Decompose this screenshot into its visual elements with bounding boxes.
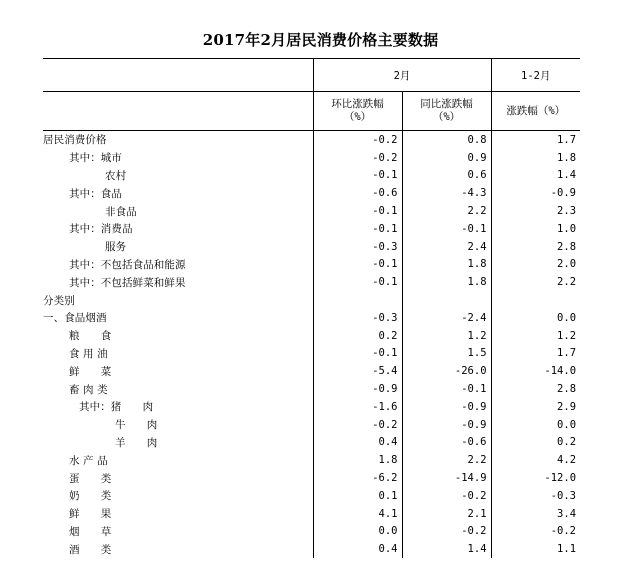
cell-yoy: 1.8 <box>402 256 491 274</box>
cell-mom: -0.2 <box>313 131 402 149</box>
row-label: 一、食品烟酒 <box>43 312 107 325</box>
cell-mom: -0.9 <box>313 380 402 398</box>
table-row <box>43 167 580 185</box>
row-label: 奶 类 <box>69 490 112 503</box>
row-label: 食 用 油 <box>69 347 108 360</box>
cell-ytd: 1.7 <box>491 345 580 363</box>
table-row <box>43 380 580 398</box>
table-row <box>43 469 580 487</box>
header-ytd: 涨跌幅（%） <box>491 92 580 131</box>
table-row <box>43 309 580 327</box>
table-row <box>43 149 580 167</box>
header-blank-2 <box>43 92 313 131</box>
cell-yoy: 2.4 <box>402 238 491 256</box>
header-mom-label: 环比涨跌幅 <box>331 98 384 110</box>
row-label: 鲜 果 <box>69 508 112 521</box>
cell-mom: 0.1 <box>313 487 402 505</box>
cell-ytd: 1.1 <box>491 540 580 558</box>
cell-mom: -0.1 <box>313 345 402 363</box>
cell-mom: 4.1 <box>313 505 402 523</box>
cell-mom: -0.1 <box>313 273 402 291</box>
table-row <box>43 220 580 238</box>
row-label: 居民消费价格 <box>43 134 107 147</box>
cell-mom: 0.0 <box>313 523 402 541</box>
cell-yoy: 0.6 <box>402 167 491 185</box>
cell-mom: -1.6 <box>313 398 402 416</box>
cell-yoy: 2.1 <box>402 505 491 523</box>
cell-yoy: 1.2 <box>402 327 491 345</box>
cell-ytd: 1.4 <box>491 167 580 185</box>
cell-mom: -0.3 <box>313 309 402 327</box>
cell-ytd: -0.3 <box>491 487 580 505</box>
cell-yoy: -2.4 <box>402 309 491 327</box>
row-label: 粮 食 <box>69 330 112 343</box>
cell-ytd: 2.8 <box>491 380 580 398</box>
cell-ytd: 1.2 <box>491 327 580 345</box>
header-mom <box>313 92 402 131</box>
header-blank <box>43 59 313 92</box>
cell-yoy: 0.9 <box>402 149 491 167</box>
cell-yoy: 0.8 <box>402 131 491 149</box>
header-ytd-group: 1-2月 <box>491 59 580 92</box>
row-label: 畜 肉 类 <box>69 383 108 396</box>
header-mom-unit: （%） <box>343 111 372 123</box>
table-row <box>43 131 580 149</box>
cell-yoy: -0.2 <box>402 487 491 505</box>
cell-yoy: -4.3 <box>402 184 491 202</box>
cell-ytd: 2.0 <box>491 256 580 274</box>
row-label: 其中：不包括食品和能源 <box>69 258 186 271</box>
row-label: 羊 肉 <box>115 436 158 449</box>
cell-ytd: 0.0 <box>491 416 580 434</box>
header-yoy-unit: （%） <box>432 111 461 123</box>
cell-yoy <box>402 291 491 309</box>
cell-yoy: -0.9 <box>402 398 491 416</box>
table-row <box>43 202 580 220</box>
cell-ytd: 0.2 <box>491 434 580 452</box>
cell-yoy: -0.2 <box>402 523 491 541</box>
cell-ytd: 1.7 <box>491 131 580 149</box>
cell-mom: -0.1 <box>313 167 402 185</box>
table-row <box>43 238 580 256</box>
cell-yoy: -0.1 <box>402 220 491 238</box>
table-row <box>43 362 580 380</box>
cell-mom: -0.2 <box>313 416 402 434</box>
cell-mom: -5.4 <box>313 362 402 380</box>
cell-mom: 0.2 <box>313 327 402 345</box>
row-label: 烟 草 <box>69 525 112 538</box>
cell-yoy: 1.8 <box>402 273 491 291</box>
cell-ytd: 1.0 <box>491 220 580 238</box>
cell-ytd: -14.0 <box>491 362 580 380</box>
cell-ytd: 4.2 <box>491 451 580 469</box>
cell-ytd: 1.8 <box>491 149 580 167</box>
cell-ytd: 3.4 <box>491 505 580 523</box>
table-row <box>43 184 580 202</box>
row-label: 蛋 类 <box>69 472 112 485</box>
cell-yoy: -0.6 <box>402 434 491 452</box>
cell-yoy: -0.9 <box>402 416 491 434</box>
header-yoy <box>402 92 491 131</box>
table-row <box>43 434 580 452</box>
cell-mom: -0.1 <box>313 220 402 238</box>
row-label: 其中：消费品 <box>69 223 133 236</box>
row-label: 其中：猪 肉 <box>79 401 154 414</box>
cell-ytd: -0.9 <box>491 184 580 202</box>
table-row <box>43 291 580 309</box>
table-row <box>43 451 580 469</box>
header-row-group <box>43 59 580 92</box>
cell-mom: 0.4 <box>313 434 402 452</box>
cell-mom: -0.1 <box>313 256 402 274</box>
cell-yoy: -0.1 <box>402 380 491 398</box>
table-row <box>43 416 580 434</box>
row-label: 非食品 <box>105 205 137 218</box>
row-label: 其中：食品 <box>69 187 122 200</box>
table-row <box>43 540 580 558</box>
row-label: 其中：城市 <box>69 152 122 165</box>
cell-yoy: 1.4 <box>402 540 491 558</box>
table-row <box>43 523 580 541</box>
table-row <box>43 256 580 274</box>
row-label: 酒 类 <box>69 543 112 556</box>
cell-ytd: -0.2 <box>491 523 580 541</box>
cell-mom: -6.2 <box>313 469 402 487</box>
cell-ytd: 2.2 <box>491 273 580 291</box>
row-label: 分类别 <box>43 294 75 307</box>
table-body <box>43 131 580 559</box>
row-label: 鲜 菜 <box>69 365 112 378</box>
cell-ytd: 2.3 <box>491 202 580 220</box>
row-label: 其中：不包括鲜菜和鲜果 <box>69 276 186 289</box>
row-label: 服务 <box>105 241 127 254</box>
page-title: 2017年2月居民消费价格主要数据 <box>202 31 439 49</box>
table-row <box>43 505 580 523</box>
cell-mom: 0.4 <box>313 540 402 558</box>
cell-yoy: 1.5 <box>402 345 491 363</box>
cell-yoy: 2.2 <box>402 451 491 469</box>
cell-mom: -0.1 <box>313 202 402 220</box>
cell-mom: -0.3 <box>313 238 402 256</box>
cell-ytd: 2.8 <box>491 238 580 256</box>
cell-ytd: -12.0 <box>491 469 580 487</box>
cell-ytd: 2.9 <box>491 398 580 416</box>
header-row-columns <box>43 92 580 131</box>
table-row <box>43 345 580 363</box>
row-label: 牛 肉 <box>115 419 158 432</box>
header-month-group: 2月 <box>313 59 491 92</box>
table-row <box>43 487 580 505</box>
table-row <box>43 398 580 416</box>
cell-yoy: 2.2 <box>402 202 491 220</box>
cell-mom: -0.2 <box>313 149 402 167</box>
table-row <box>43 327 580 345</box>
row-label: 水 产 品 <box>69 454 108 467</box>
cell-yoy: -26.0 <box>402 362 491 380</box>
cell-ytd: 0.0 <box>491 309 580 327</box>
table-row <box>43 273 580 291</box>
cell-ytd <box>491 291 580 309</box>
cell-yoy: -14.9 <box>402 469 491 487</box>
row-label: 农村 <box>105 169 127 182</box>
cell-mom: 1.8 <box>313 451 402 469</box>
cpi-data-table <box>43 58 580 558</box>
cell-mom: -0.6 <box>313 184 402 202</box>
header-yoy-label: 同比涨跌幅 <box>420 98 473 110</box>
cell-mom <box>313 291 402 309</box>
